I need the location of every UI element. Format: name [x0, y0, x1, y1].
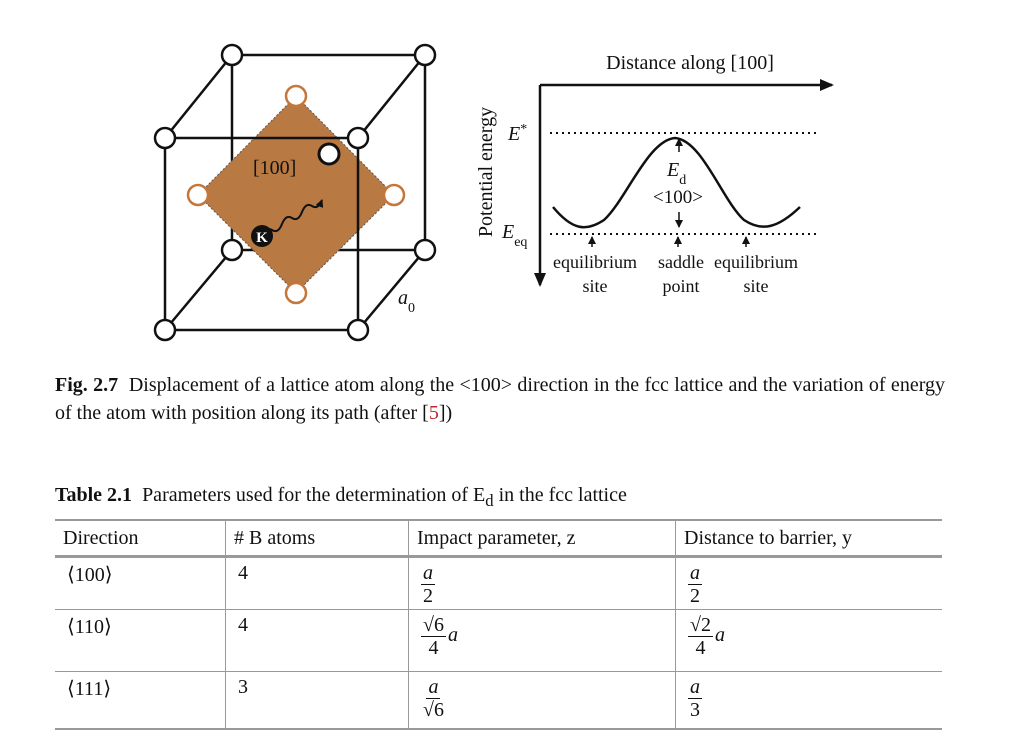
- cell-direction: ⟨100⟩: [55, 557, 226, 610]
- parameters-table: [55, 519, 942, 730]
- point-3-line1: equilibrium: [714, 252, 798, 272]
- e-eq-label: $E_{eq}$: [502, 221, 528, 250]
- caption-text-end: ]): [438, 402, 453, 424]
- caption-reference-link[interactable]: 5: [428, 402, 439, 424]
- point-1-line1: equilibrium: [553, 252, 637, 272]
- cell-distance-to-barrier: $\frac{a}{2}$: [676, 557, 943, 610]
- e-star-label: E*: [508, 121, 528, 145]
- target-atom: [319, 144, 339, 164]
- cell-b-atoms: 4: [226, 557, 409, 610]
- table-title: [55, 484, 627, 511]
- table-row: [55, 672, 942, 730]
- table-row: [55, 610, 942, 672]
- table-title-text: Parameters used for the determination of E: [142, 484, 486, 506]
- axis-y-label: Potential energy: [475, 106, 497, 238]
- caption-label: Fig. 2.7: [55, 374, 119, 396]
- atom-label: K: [256, 230, 268, 246]
- caption-text: Displacement of a lattice atom along the <100> direction in the fcc lattice and the variation of energy of the atom with position along its path (after [: [55, 374, 945, 424]
- cell-direction: ⟨110⟩: [55, 610, 226, 672]
- header-distance-to-barrier: Distance to barrier, y: [676, 520, 943, 557]
- table-label: Table 2.1: [55, 484, 133, 506]
- cell-direction: ⟨111⟩: [55, 672, 226, 730]
- cell-b-atoms: 4: [226, 610, 409, 672]
- point-3-line2: site: [743, 276, 769, 296]
- point-1-line2: site: [582, 276, 608, 296]
- header-b-atoms: # B atoms: [226, 520, 409, 557]
- table-header-row: [55, 520, 942, 557]
- table-row: [55, 557, 942, 610]
- header-impact-parameter: Impact parameter, z: [409, 520, 676, 557]
- lattice-constant-label: $a_0$: [398, 287, 415, 316]
- lattice-plane: [198, 96, 394, 293]
- cell-impact-parameter: $\frac{√6}{4}$ a: [409, 610, 676, 672]
- cube-direction-label: [100]: [253, 157, 297, 179]
- cell-b-atoms: 3: [226, 672, 409, 730]
- header-direction: Direction: [55, 520, 226, 557]
- cell-distance-to-barrier: $\frac{√2}{4}$ a: [676, 610, 943, 672]
- figure: [0, 0, 1024, 360]
- axis-x-label: Distance along [100]: [606, 52, 774, 74]
- energy-curve: [553, 138, 800, 227]
- cell-impact-parameter: $\frac{a}{2}$: [409, 557, 676, 610]
- cell-distance-to-barrier: $\frac{a}{3}$: [676, 672, 943, 730]
- table-title-sub: d: [485, 491, 494, 510]
- ed-label: $E_d$: [667, 159, 687, 188]
- cell-impact-parameter: $\frac{a}{√6}$: [409, 672, 676, 730]
- point-2-line1: saddle: [658, 252, 704, 272]
- energy-diagram: [475, 52, 832, 296]
- figure-caption: [55, 371, 945, 427]
- table-title-after: in the fcc lattice: [493, 484, 627, 506]
- point-2-line2: point: [662, 276, 700, 296]
- ed-direction-label: <100>: [653, 187, 703, 208]
